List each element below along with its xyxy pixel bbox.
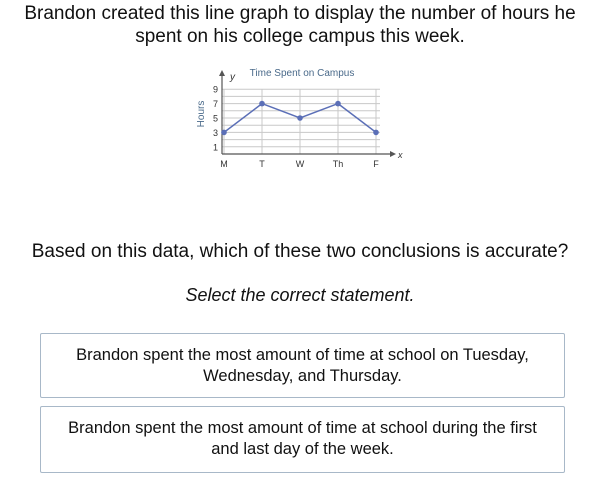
data-point xyxy=(221,130,227,136)
answer-option-2-line-2: and last day of the week. xyxy=(211,440,394,458)
prompt-line-1: Brandon created this line graph to display the number of hours he xyxy=(24,3,576,24)
x-tick-label: W xyxy=(295,159,305,169)
y-tick-label: 1 xyxy=(212,142,218,153)
question-text: Based on this data, which of these two conclusions is accurate? xyxy=(31,241,569,262)
answer-option-1-line-2: Wednesday, and Thursday. xyxy=(203,367,402,385)
answer-option-1-line-1: Brandon spent the most amount of time at school on Tuesday, xyxy=(76,346,529,364)
chart-grid xyxy=(222,89,380,154)
x-axis-arrow xyxy=(390,151,396,157)
y-tick-label: 7 xyxy=(212,99,218,110)
y-axis-title: Hours xyxy=(196,100,207,128)
question-prompt xyxy=(0,2,600,48)
line-chart xyxy=(190,62,410,177)
x-tick-label: F xyxy=(373,159,379,169)
chart-svg xyxy=(190,62,410,177)
data-point xyxy=(259,101,265,107)
chart-title: Time Spent on Campus xyxy=(249,68,355,79)
data-point xyxy=(297,115,303,121)
x-axis-letter: x xyxy=(398,150,403,160)
data-point xyxy=(373,130,379,136)
x-tick-label: M xyxy=(220,159,228,169)
y-tick-label: 5 xyxy=(212,113,218,124)
prompt-line-2: spent on his college campus this week. xyxy=(135,26,465,47)
answer-option-2[interactable] xyxy=(40,406,565,473)
y-tick-label: 9 xyxy=(212,84,218,95)
data-point xyxy=(335,101,341,107)
y-tick-label: 3 xyxy=(212,127,218,138)
instruction-text: Select the correct statement. xyxy=(185,285,415,305)
x-tick-label: T xyxy=(259,159,265,169)
chart-axes xyxy=(219,70,396,157)
x-tick-label: Th xyxy=(332,159,344,169)
answer-option-2-line-1: Brandon spent the most amount of time at school during the first xyxy=(68,419,537,437)
y-axis-letter: y xyxy=(230,72,235,83)
y-axis-arrow xyxy=(219,70,225,76)
answer-option-1[interactable] xyxy=(40,333,565,398)
